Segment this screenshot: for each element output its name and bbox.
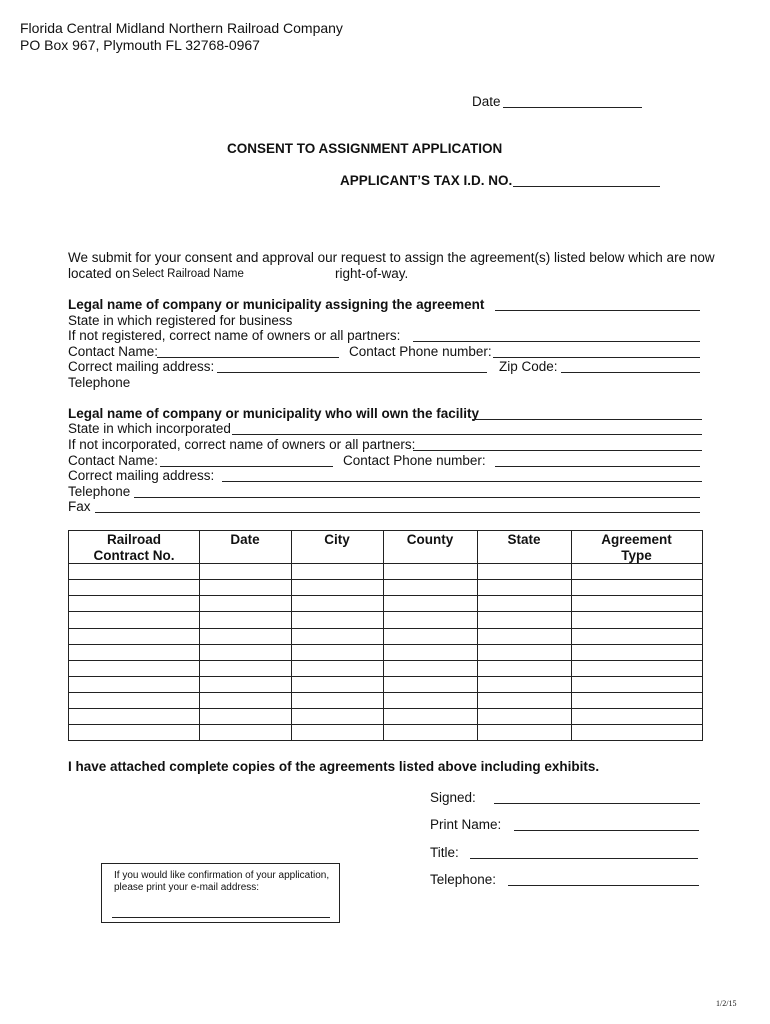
owning-contact-phone-field[interactable] (495, 466, 700, 467)
intro-line-2-suffix: right-of-way. (335, 266, 409, 281)
col-header-railroad-contract: Railroad Contract No. (93, 532, 175, 563)
table-row[interactable] (69, 628, 702, 629)
attached-statement: I have attached complete copies of the agreements listed above including exhibits. (68, 759, 600, 774)
col-header-city: City (324, 532, 350, 547)
assigning-name-field[interactable] (495, 310, 700, 311)
intro-line-2-prefix: located on (68, 266, 131, 281)
table-row[interactable] (69, 579, 702, 580)
tax-id-field[interactable] (513, 186, 660, 187)
railroad-select[interactable]: Select Railroad Name (132, 268, 244, 280)
owning-owners-field[interactable] (413, 450, 702, 451)
col-header-county: County (406, 532, 454, 547)
title-field[interactable] (470, 858, 698, 859)
table-row[interactable] (69, 611, 702, 612)
assigning-mailing-field[interactable] (217, 372, 487, 373)
owning-name-field[interactable] (472, 419, 702, 420)
owning-fax-field[interactable] (95, 512, 700, 513)
agreements-table (68, 530, 703, 741)
owning-fax-label: Fax (68, 499, 91, 514)
company-name: Florida Central Midland Northern Railroad Company (20, 20, 343, 36)
assigning-owners-field[interactable] (413, 341, 700, 342)
assigning-contact-phone-label: Contact Phone number: (349, 344, 492, 359)
col-header-agreement-type: Agreement Type (601, 532, 672, 563)
tax-id-label: APPLICANT’S TAX I.D. NO. (340, 173, 513, 188)
assigning-zip-field[interactable] (561, 372, 700, 373)
title-label: Title: (430, 845, 459, 860)
owning-state-label: State in which incorporated (68, 421, 231, 436)
table-row[interactable] (69, 692, 702, 693)
email-box-line-1: If you would like confirmation of your application, (114, 870, 330, 881)
table-row[interactable] (69, 724, 702, 725)
col-header-date: Date (230, 532, 260, 547)
table-row[interactable] (69, 563, 702, 564)
assigning-heading: Legal name of company or municipality assigning the agreement (68, 297, 485, 312)
owning-telephone-field[interactable] (134, 497, 700, 498)
date-label: Date (472, 94, 501, 109)
table-row[interactable] (69, 644, 702, 645)
owning-contact-phone-label: Contact Phone number: (343, 453, 486, 468)
owning-contact-name-field[interactable] (160, 466, 333, 467)
signed-label: Signed: (430, 790, 476, 805)
assigning-owners-label: If not registered, correct name of owners or all partners: (68, 328, 401, 343)
assigning-zip-label: Zip Code: (499, 359, 558, 374)
signed-field[interactable] (494, 803, 700, 804)
intro-line-1: We submit for your consent and approval our request to assign the agreement(s) listed below which are now (68, 250, 715, 265)
footer-date: 1/2/15 (716, 999, 737, 1008)
owning-owners-label: If not incorporated, correct name of owners or all partners: (68, 437, 416, 452)
assigning-contact-name-label: Contact Name: (68, 344, 159, 359)
table-row[interactable] (69, 708, 702, 709)
assigning-telephone-label: Telephone (68, 375, 131, 390)
assigning-contact-name-field[interactable] (157, 357, 339, 358)
table-row[interactable] (69, 660, 702, 661)
owning-mailing-field[interactable] (222, 481, 702, 482)
owning-state-field[interactable] (232, 434, 702, 435)
owning-telephone-label: Telephone (68, 484, 131, 499)
assigning-state-label: State in which registered for business (68, 313, 293, 328)
date-field[interactable] (503, 107, 642, 108)
print-name-field[interactable] (514, 830, 699, 831)
email-confirmation-box (101, 863, 340, 923)
telephone-label: Telephone: (430, 872, 497, 887)
company-address: PO Box 967, Plymouth FL 32768-0967 (20, 37, 260, 53)
owning-contact-name-label: Contact Name: (68, 453, 159, 468)
table-row[interactable] (69, 595, 702, 596)
email-field[interactable] (112, 917, 330, 918)
email-box-line-2: please print your e-mail address: (114, 882, 260, 893)
table-row[interactable] (69, 676, 702, 677)
print-name-label: Print Name: (430, 817, 502, 832)
owning-mailing-label: Correct mailing address: (68, 468, 215, 483)
telephone-field[interactable] (508, 885, 699, 886)
form-title: CONSENT TO ASSIGNMENT APPLICATION (227, 141, 503, 156)
col-header-state: State (507, 532, 541, 547)
owning-heading: Legal name of company or municipality who will own the facility (68, 406, 480, 421)
assigning-contact-phone-field[interactable] (493, 357, 700, 358)
assigning-mailing-label: Correct mailing address: (68, 359, 215, 374)
